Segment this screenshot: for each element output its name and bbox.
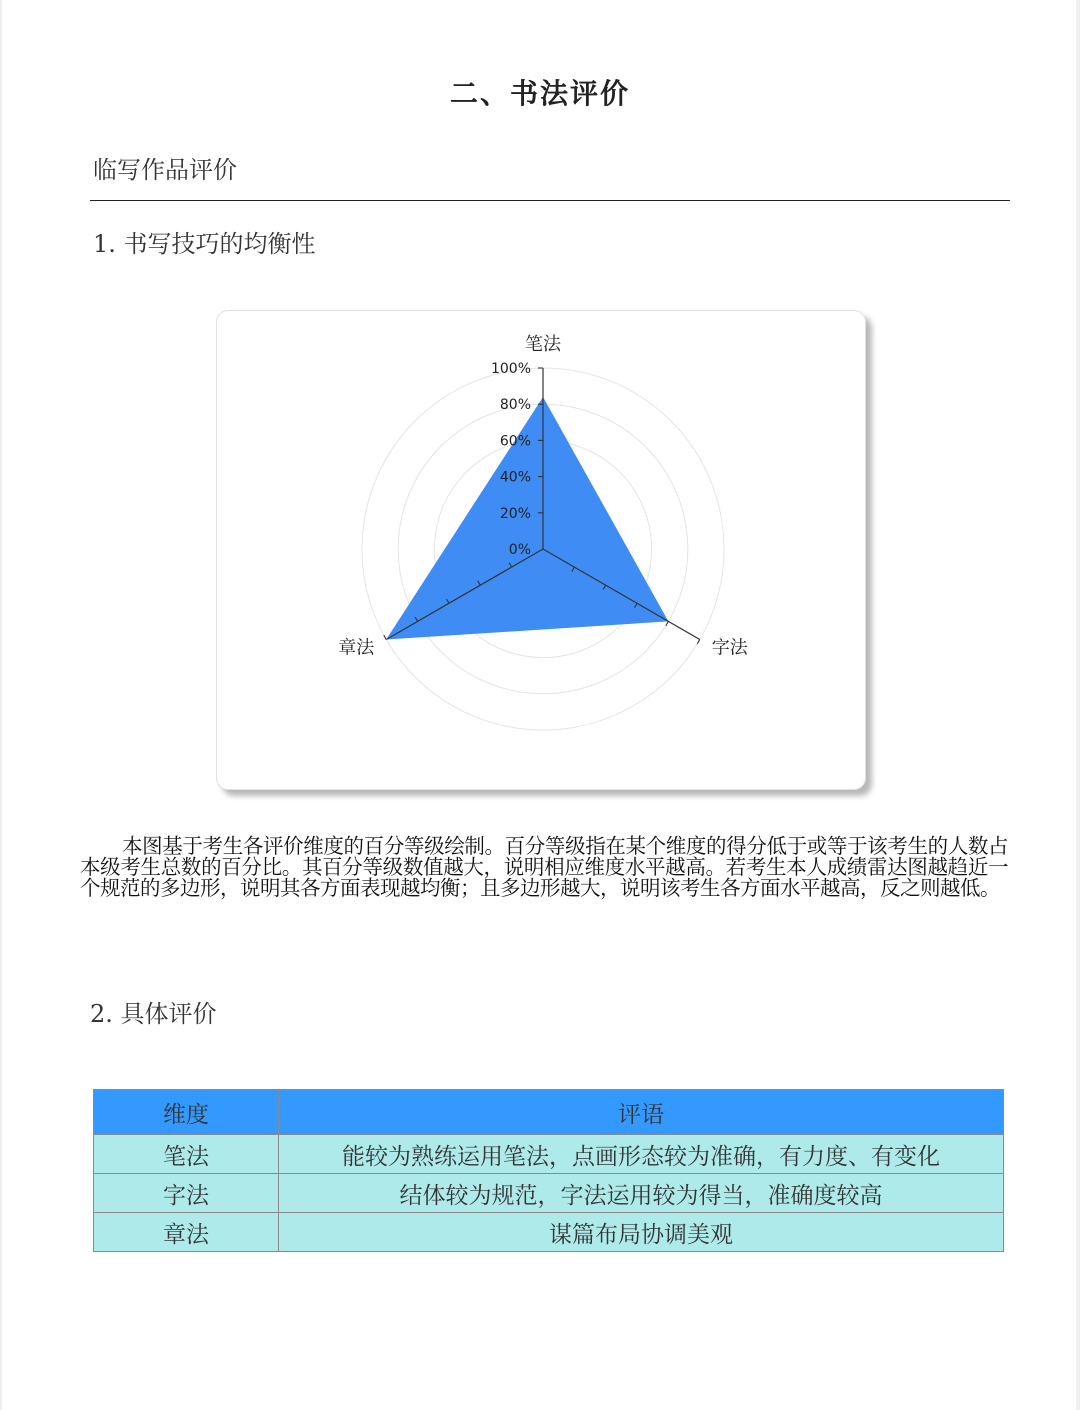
axis-tick (666, 621, 669, 625)
radar-chart-card (216, 310, 866, 790)
row-dimension: 笔法 (94, 1135, 279, 1174)
table-row (94, 1174, 1004, 1213)
heading-specific: 2. 具体评价 (90, 1000, 217, 1028)
tick-label: 40% (499, 469, 531, 486)
row-comment: 结体较为规范，字法运用较为得当，准确度较高 (279, 1174, 1004, 1213)
radar-chart (217, 311, 865, 789)
chart-description: 本图基于考生各评价维度的百分等级绘制。百分等级指在某个维度的得分低于或等于该考生的人数占本级考生总数的百分比。其百分等级数值越大，说明相应维度水平越高。若考生本人成绩雷达图越趋近一个规范的多边形，说明其各方面表现越均衡；且多边形越大，说明该考生各方面水平越高，反之则越低。 (80, 834, 1008, 900)
axis-tick (384, 635, 387, 639)
tick-label: 60% (499, 433, 531, 450)
row-dimension: 章法 (94, 1213, 279, 1252)
tick-label: 20% (499, 505, 531, 522)
table-row (94, 1135, 1004, 1174)
row-comment: 谋篇布局协调美观 (279, 1213, 1004, 1252)
tick-label: 100% (490, 361, 531, 377)
heading-balance: 1. 书写技巧的均衡性 (93, 230, 316, 258)
axis-label: 章法 (338, 637, 375, 659)
evaluation-table (93, 1089, 1004, 1252)
row-comment: 能较为熟练运用笔法，点画形态较为准确，有力度、有变化 (279, 1135, 1004, 1174)
axis-tick (697, 640, 700, 644)
tick-label: 80% (499, 397, 531, 414)
axis-label: 字法 (711, 637, 748, 659)
section-title: 二、书法评价 (449, 77, 630, 110)
header-dimension: 维度 (94, 1090, 279, 1135)
header-comment: 评语 (279, 1090, 1004, 1135)
row-dimension: 字法 (94, 1174, 279, 1213)
table-row (94, 1213, 1004, 1252)
tick-label: 0% (508, 542, 531, 558)
table-header-row (94, 1090, 1004, 1135)
subsection-title: 临写作品评价 (93, 156, 237, 184)
axis-label: 笔法 (525, 334, 561, 355)
divider (90, 200, 1010, 201)
